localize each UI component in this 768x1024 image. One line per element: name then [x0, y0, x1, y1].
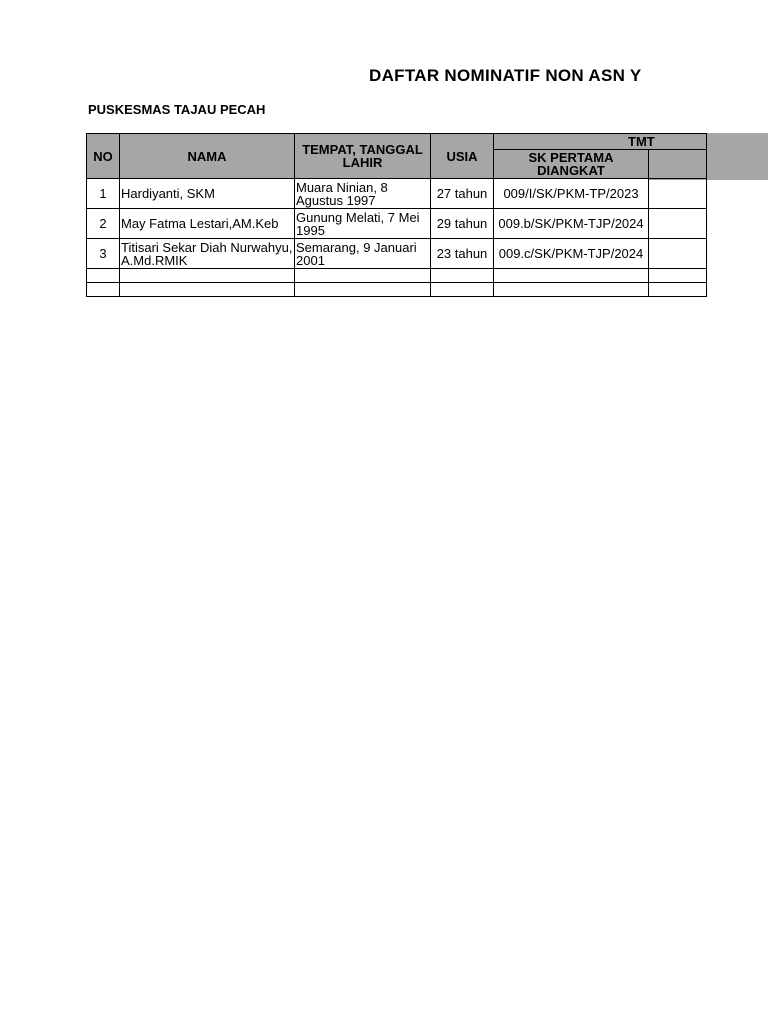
cell-nama: Titisari Sekar Diah Nurwahyu, A.Md.RMIK: [120, 239, 295, 269]
col-header-no: NO: [87, 134, 120, 179]
table-row: [87, 179, 707, 209]
table-row-empty: [87, 283, 707, 297]
cell-ttl: Semarang, 9 Januari 2001: [295, 239, 431, 269]
cell-empty: [120, 283, 295, 297]
table-row-empty: [87, 269, 707, 283]
table-row: [87, 239, 707, 269]
cell-empty: [649, 209, 707, 239]
cell-no: 2: [87, 209, 120, 239]
cell-empty: [649, 179, 707, 209]
cell-sk-pertama: 009/I/SK/PKM-TP/2023: [494, 179, 649, 209]
cell-empty: [494, 269, 649, 283]
cell-empty: [649, 283, 707, 297]
cell-usia: 27 tahun: [431, 179, 494, 209]
cell-usia: 23 tahun: [431, 239, 494, 269]
cell-empty: [120, 269, 295, 283]
col-header-sk-pertama: SK PERTAMA DIANGKAT: [494, 150, 649, 179]
cell-empty: [87, 269, 120, 283]
cell-nama: Hardiyanti, SKM: [120, 179, 295, 209]
cell-empty: [295, 283, 431, 297]
col-header-ttl: TEMPAT, TANGGAL LAHIR: [295, 134, 431, 179]
cell-no: 1: [87, 179, 120, 209]
cell-sk-pertama: 009.c/SK/PKM-TJP/2024: [494, 239, 649, 269]
document-title: DAFTAR NOMINATIF NON ASN Y: [369, 66, 642, 85]
nominative-table-viewport: [86, 133, 655, 313]
cell-empty: [649, 239, 707, 269]
unit-name: PUSKESMAS TAJAU PECAH: [88, 102, 266, 117]
col-header-usia: USIA: [431, 134, 494, 179]
cell-nama: May Fatma Lestari,AM.Keb: [120, 209, 295, 239]
cell-ttl: Muara Ninian, 8 Agustus 1997: [295, 179, 431, 209]
cell-no: 3: [87, 239, 120, 269]
cell-empty: [87, 283, 120, 297]
cell-empty: [295, 269, 431, 283]
cell-empty: [649, 269, 707, 283]
col-header-tmt: TMT: [494, 134, 707, 150]
table-row: [87, 209, 707, 239]
nominative-table: [86, 133, 707, 297]
col-header-nama: NAMA: [120, 134, 295, 179]
cell-usia: 29 tahun: [431, 209, 494, 239]
cell-empty: [494, 283, 649, 297]
cell-ttl: Gunung Melati, 7 Mei 1995: [295, 209, 431, 239]
cell-empty: [431, 269, 494, 283]
col-header-tmt-next: [649, 150, 707, 179]
cell-empty: [431, 283, 494, 297]
cell-sk-pertama: 009.b/SK/PKM-TJP/2024: [494, 209, 649, 239]
